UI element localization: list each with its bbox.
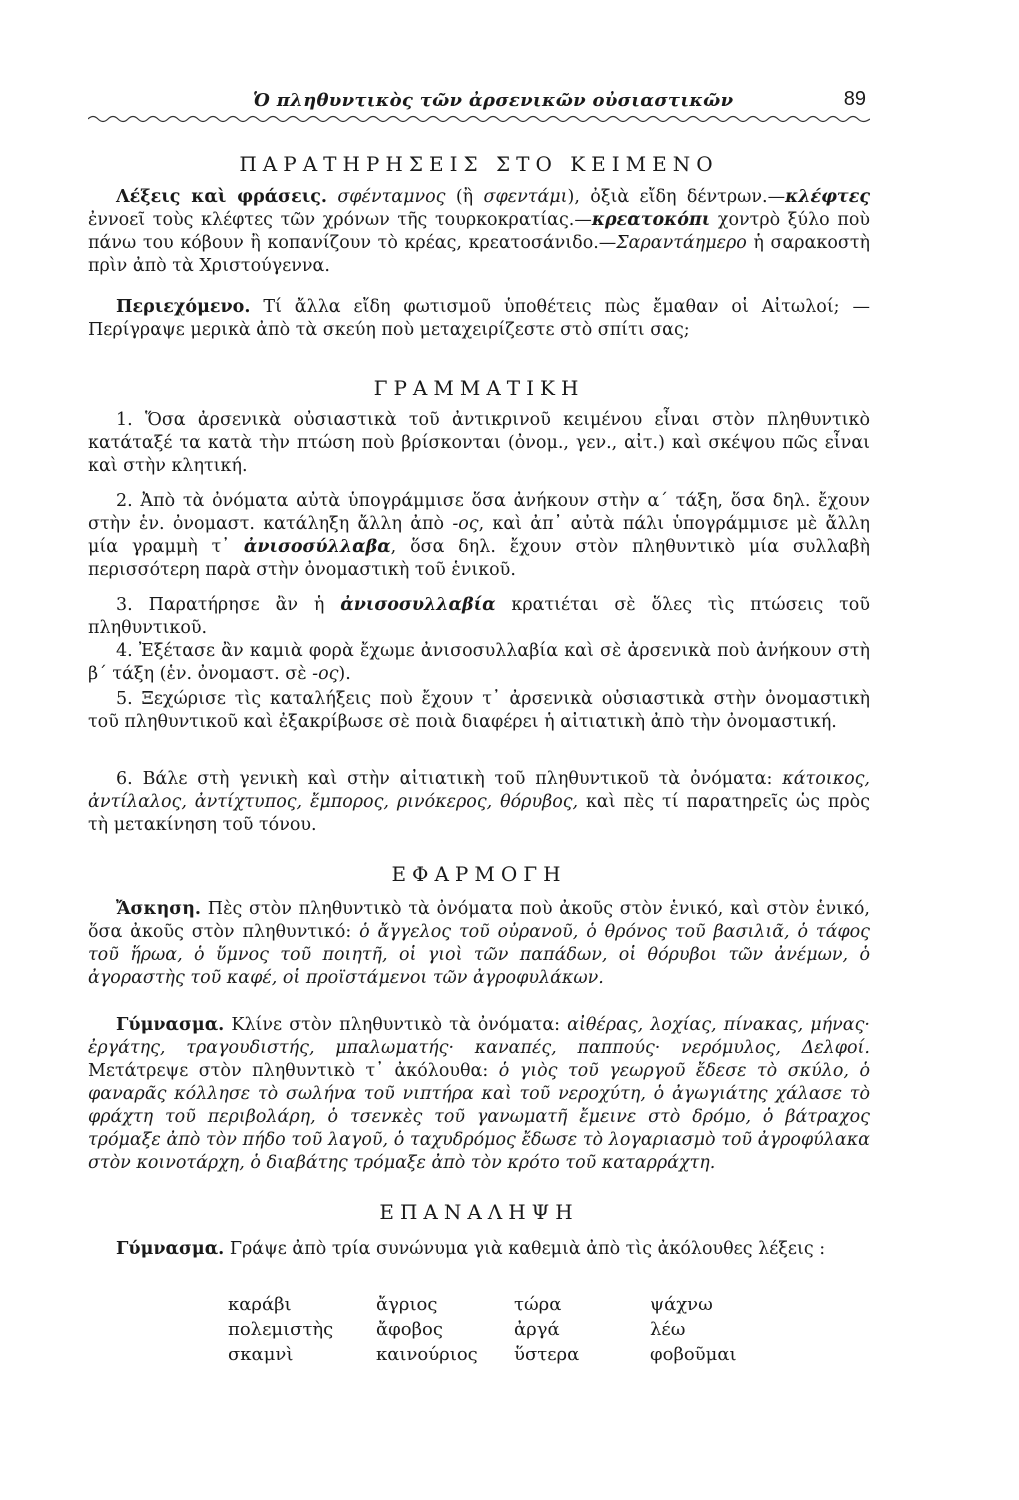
text: Μετάτρεψε στὸν πληθυντικὸ τ᾿ ἀκόλουθα: [88,1061,499,1081]
exercise-paragraph [88,898,870,990]
term: κλέφτες [785,187,871,207]
word-cell: ἄφοβος [376,1319,443,1340]
application-title: ΕΦΑΡΜΟΓΗ [391,862,567,886]
word-list: αἰθέρας, λοχίας, πίνακας, μήνας· ἐργάτης, τραγουδιστής, μπαλωματής· καναπές, παππούς· νερόμυλος, Δελφοί. [88,1015,870,1058]
words-phrases-paragraph [88,186,870,278]
text: Γράψε ἀπὸ τρία συνώνυμα γιὰ καθεμιὰ ἀπὸ τὶς ἀκόλουθες λέξεις : [224,1239,826,1259]
page-number: 89 [843,88,866,110]
grammar-item-4 [88,640,870,686]
text: Κλίνε στὸν πληθυντικὸ τὰ ὀνόματα: [224,1015,568,1035]
grammar-item-6 [88,768,870,837]
term: σφένταμνος [337,187,446,207]
sentence-list: ὁ γιὸς τοῦ γεωργοῦ ἔδεσε τὸ σκύλο, ὁ φαναρᾶς κόλλησε τὸ σωλήνα τοῦ νιπτήρα καὶ τοῦ νεροχύτη, ὁ ἀγωγιάτης χάλασε τὸ φράχτη τοῦ περιβολάρη, ὁ τσενκὲς τοῦ γανωματῆ ἔμεινε στὸ δρόμο, ὁ βάτραχος τρόμαξε ἀπὸ τὸν πήδο τοῦ λαγοῦ, ὁ ταχυδρόμος ἔδωσε τὸ λογαριασμὸ τοῦ ἀγροφύλακα στὸν κοινοτάρχη, ὁ διαβάτης τρόμαξε ἀπὸ τὸν κρότο τοῦ καταρράχτη. [88,1061,870,1173]
synonym-word-table [228,1294,828,1369]
text: ἡ σαρακοστὴ πρὶν ἀπὸ τὰ Χριστούγεννα. [88,233,870,276]
word-cell: τώρα [514,1294,562,1315]
text: κρατιέται σὲ ὅλες τὶς πτώσεις τοῦ πληθυντικοῦ. [88,595,870,638]
word-list: ὁ ἄγγελος τοῦ οὐρανοῦ, ὁ θρόνος τοῦ βασιλιᾶ, ὁ τάφος τοῦ ἥρωα, ὁ ὕμνος τοῦ ποιητῆ, οἱ γιοὶ τῶν παπάδων, οἱ θόρυβοι τῶν ἀνέμων, ὁ ἀγοραστὴς τοῦ καφέ, οἱ προϊστάμενοι τῶν ἀγροφυλάκων. [88,922,870,988]
word-cell: ἀργά [514,1319,560,1340]
word-cell: πολεμιστὴς [228,1319,334,1340]
text: ). [338,664,351,684]
text: Πὲς στὸν πληθυντικὸ τὰ ὀνόματα ποὺ ἀκοῦς στὸν ἑνικό, καὶ στὸν ἑνικό, ὅσα ἀκοῦς στὸν πληθυντικό: [88,899,870,942]
grammar-item-3 [88,594,870,640]
text: 6. Βάλε στὴ γενικὴ καὶ στὴν αἰτιατικὴ τοῦ πληθυντικοῦ τὰ ὀνόματα: [116,769,783,789]
grammar-item-1: 1. Ὅσα ἀρσενικὰ οὐσιαστικὰ τοῦ ἀντικρινοῦ κειμένου εἶναι στὸν πληθυντικὸ κατάταξέ τα κατὰ τὴν πτώση ποὺ βρίσκονται (ὀνομ., γεν., αἰτ.) καὶ σκέψου πῶς εἶναι καὶ στὴν κλητική. [88,410,870,476]
grammar-title: ΓΡΑΜΜΑΤΙΚΗ [373,376,585,400]
synonym-row [228,1294,828,1319]
word-cell: λέω [650,1319,686,1340]
text: (ἢ [445,187,484,207]
content-label: Περιεχόμενο. [116,297,251,317]
text: , καὶ ἀπ᾿ αὐτὰ πάλι ὑπογράμμισε μὲ ἄλλη μία γραμμὴ τ᾿ [88,514,870,557]
text: ), ὀξιὰ εἴδη δέντρων.— [567,187,786,207]
remarks-title: ΠΑΡΑΤΗΡΗΣΕΙΣ ΣΤΟ ΚΕΙΜΕΝΟ [239,152,719,176]
word-cell: σκαμνὶ [228,1344,294,1365]
gymnasma-paragraph [88,1014,870,1175]
word-cell: ἄγριος [376,1294,438,1315]
words-label: Λέξεις καὶ φράσεις. [116,187,327,207]
grammar-item-2 [88,490,870,582]
word-cell: καινούριος [376,1344,478,1365]
text: 4. Ἐξέτασε ἂν καμιὰ φορὰ ἔχωμε ἀνισοσυλλαβία καὶ σὲ ἀρσενικὰ ποὺ ἀνήκουν στὴ β΄ τάξη (ἑν. ὀνομαστ. σὲ [88,641,870,684]
exercise-label: Ἄσκηση. [116,899,202,919]
wavy-rule [88,114,870,124]
synonym-row [228,1319,828,1344]
text: χοντρὸ ξύλο ποὺ πάνω του κόβουν ἢ κοπανίζουν τὸ κρέας, κρεατοσάνιδο.— [88,210,870,253]
review-paragraph [88,1238,870,1261]
text: καὶ πὲς τί παρατηρεῖς ὡς πρὸς τὴ μετακίνηση τοῦ τόνου. [88,792,871,835]
text: , ὅσα δηλ. ἔχουν στὸν πληθυντικὸ μία συλλαβὴ περισσότερη παρὰ στὴν ὀνομαστικὴ τοῦ ἑνικοῦ. [88,537,871,580]
term: κρεατοκόπι [591,210,711,230]
term: ἀνισοσυλλαβία [340,595,496,615]
ending: -ος [452,514,479,534]
word-cell: ὕστερα [514,1344,580,1365]
term: ἀνισοσύλλαβα [243,537,391,557]
gymnasma-label: Γύμνασμα. [116,1015,225,1035]
term: Σαραντάημερο [616,233,747,253]
running-title: Ὁ πληθυντικὸς τῶν ἀρσενικῶν οὐσιαστικῶν [253,90,734,111]
text: ἐννοεῖ τοὺς κλέφτες τῶν χρόνων τῆς τουρκοκρατίας.— [88,210,592,230]
gymnasma-label: Γύμνασμα. [116,1239,225,1259]
review-title: ΕΠΑΝΑΛΗΨΗ [379,1200,579,1224]
word-cell: καράβι [228,1294,292,1315]
content-text: Τί ἄλλα εἴδη φωτισμοῦ ὑποθέτεις πὼς ἔμαθαν οἱ Αἰτωλοί; —Περίγραψε μερικὰ ἀπὸ τὰ σκεύη ποὺ μεταχειρίζεστε στὸ σπίτι σας; [88,297,870,340]
word-cell: ψάχνω [650,1294,713,1315]
text: 3. Παρατήρησε ἂν ἡ [116,595,341,615]
grammar-item-5: 5. Ξεχώρισε τὶς καταλήξεις ποὺ ἔχουν τ᾿ ἀρσενικὰ οὐσιαστικὰ στὴν ὀνομαστικὴ τοῦ πληθυντικοῦ καὶ ἐξακρίβωσε σὲ ποιὰ διαφέρει ἡ αἰτιατικὴ ἀπὸ τὴν ὀνομαστική. [88,689,870,732]
ending: -ος [312,664,339,684]
synonym-row [228,1344,828,1369]
content-paragraph [88,296,870,342]
term: σφεντάμι [483,187,568,207]
word-list: κάτοικος, ἀντίλαλος, ἀντίχτυπος, ἔμπορος, ρινόκερος, θόρυβος, [88,769,870,812]
word-cell: φοβοῦμαι [650,1344,737,1365]
text: 2. Ἀπὸ τὰ ὀνόματα αὐτὰ ὑπογράμμισε ὅσα ἀνήκουν στὴν α΄ τάξη, ὅσα δηλ. ἔχουν στὴν ἑν. ὀνομαστ. κατάληξη ἄλλη ἀπὸ [88,491,870,534]
